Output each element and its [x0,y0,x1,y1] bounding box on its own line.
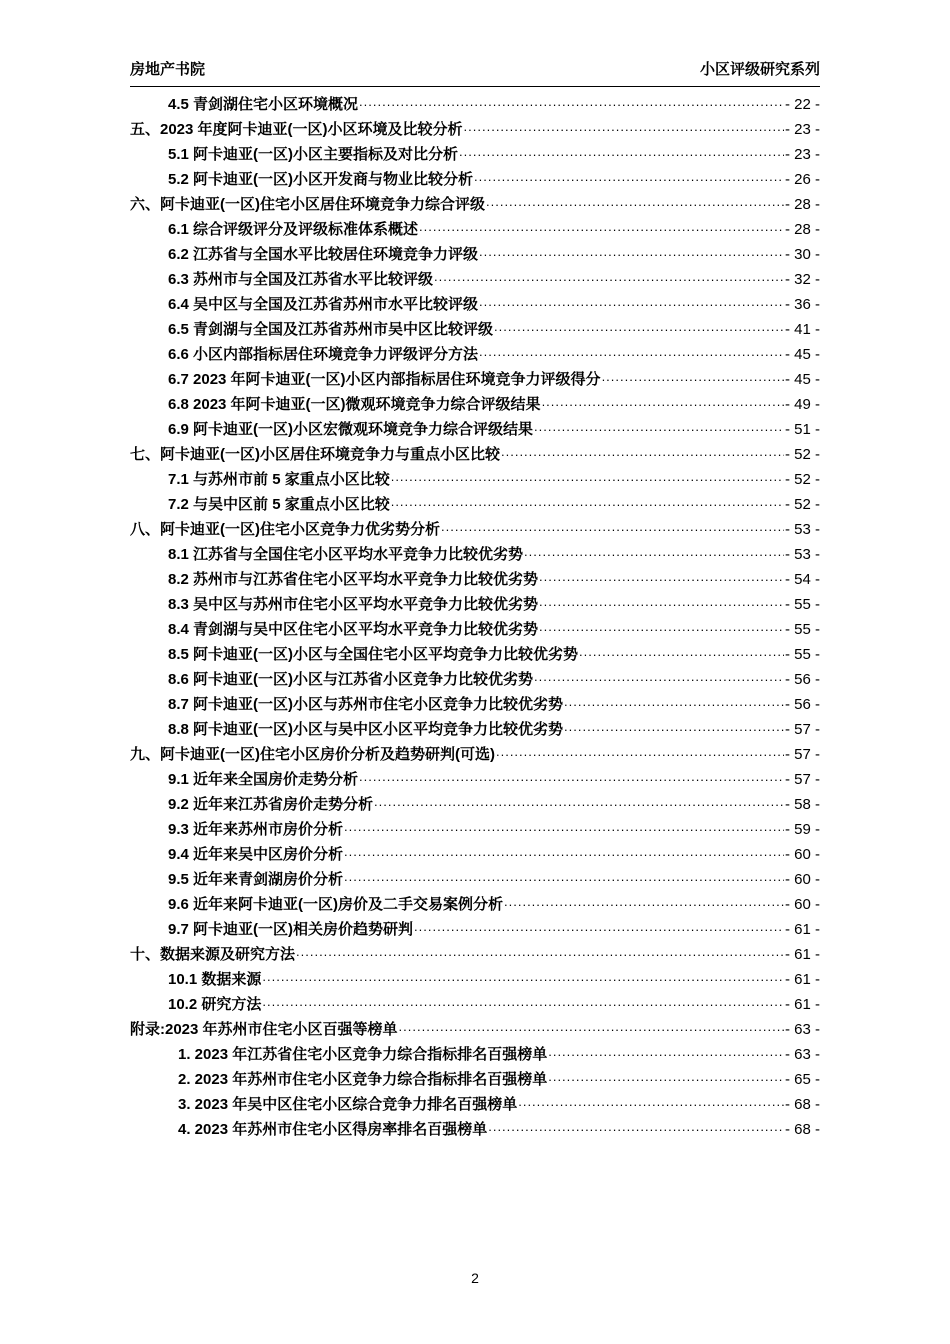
toc-entry-page: - 60 - [784,871,820,888]
toc-leader-dots [344,864,784,889]
toc-entry-label: 九、阿卡迪亚(一区)住宅小区房价分析及趋势研判(可选) [130,746,495,763]
toc-leader-dots [504,889,784,914]
toc-entry-label: 6.8 2023 年阿卡迪亚(一区)微观环境竞争力综合评级结果 [168,396,541,413]
toc-entry-page: - 51 - [784,421,820,438]
toc-leader-dots [494,314,784,339]
toc-entry-label: 6.6 小区内部指标居住环境竞争力评级评分方法 [168,346,479,363]
toc-entry-page: - 60 - [784,896,820,913]
toc-leader-dots [579,639,784,664]
toc-leader-dots [374,789,784,814]
toc-leader-dots [419,214,784,239]
toc-leader-dots [459,139,784,164]
toc-entry-page: - 52 - [784,496,820,513]
toc-entry-page: - 60 - [784,846,820,863]
toc-leader-dots [518,1089,784,1114]
toc-entry-label: 6.3 苏州市与全国及江苏省水平比较评级 [168,271,434,288]
toc-leader-dots [496,739,784,764]
toc-leader-dots [474,164,784,189]
toc-entry-label: 6.1 综合评级评分及评级标准体系概述 [168,221,419,238]
toc-entry-page: - 54 - [784,571,820,588]
toc-leader-dots [564,714,784,739]
toc-leader-dots [441,514,784,539]
toc-leader-dots [488,1114,784,1139]
toc-entry-label: 八、阿卡迪亚(一区)住宅小区竞争力优劣势分析 [130,521,440,538]
toc-entry-label: 5.2 阿卡迪亚(一区)小区开发商与物业比较分析 [168,171,474,188]
toc-entry-page: - 56 - [784,696,820,713]
toc-leader-dots [344,839,784,864]
toc-entry-page: - 61 - [784,946,820,963]
toc-entry-label: 4. 2023 年苏州市住宅小区得房率排名百强榜单 [178,1121,488,1138]
toc-entry-label: 3. 2023 年吴中区住宅小区综合竞争力排名百强榜单 [178,1096,518,1113]
toc-leader-dots [359,764,784,789]
toc-entry-page: - 41 - [784,321,820,338]
toc-leader-dots [548,1039,784,1064]
toc-leader-dots [344,814,784,839]
toc-leader-dots [564,689,784,714]
toc-entry-page: - 58 - [784,796,820,813]
toc-entry-page: - 61 - [784,921,820,938]
toc-entry-page: - 61 - [784,971,820,988]
toc-entry[interactable] [130,1117,820,1142]
toc-leader-dots [539,589,784,614]
toc-entry-label: 8.5 阿卡迪亚(一区)小区与全国住宅小区平均竞争力比较优劣势 [168,646,579,663]
header-left-text: 房地产书院 [130,61,206,78]
toc-leader-dots [501,439,784,464]
toc-leader-dots [359,89,784,114]
toc-entry-page: - 30 - [784,246,820,263]
toc-entry-page: - 32 - [784,271,820,288]
table-of-contents [130,92,820,1142]
toc-leader-dots [486,189,784,214]
toc-entry-label: 5.1 阿卡迪亚(一区)小区主要指标及对比分析 [168,146,459,163]
toc-entry-page: - 63 - [784,1046,820,1063]
toc-entry-page: - 52 - [784,471,820,488]
toc-entry-page: - 57 - [784,746,820,763]
toc-entry-label: 6.4 吴中区与全国及江苏省苏州市水平比较评级 [168,296,479,313]
toc-entry-label: 10.2 研究方法 [168,996,262,1013]
toc-entry-page: - 36 - [784,296,820,313]
toc-entry-label: 8.4 青剑湖与吴中区住宅小区平均水平竞争力比较优劣势 [168,621,539,638]
toc-entry-label: 9.2 近年来江苏省房价走势分析 [168,796,374,813]
toc-entry-page: - 56 - [784,671,820,688]
toc-entry-label: 7.1 与苏州市前 5 家重点小区比较 [168,471,390,488]
toc-entry-page: - 55 - [784,646,820,663]
toc-leader-dots [539,614,784,639]
toc-leader-dots [479,239,784,264]
toc-entry-label: 9.4 近年来吴中区房价分析 [168,846,344,863]
toc-entry-label: 六、阿卡迪亚(一区)住宅小区居住环境竞争力综合评级 [130,196,485,213]
toc-entry-page: - 45 - [784,371,820,388]
header-right-text: 小区评级研究系列 [699,61,820,78]
toc-leader-dots [414,914,784,939]
toc-leader-dots [391,489,784,514]
toc-leader-dots [399,1014,784,1039]
toc-entry-page: - 53 - [784,546,820,563]
toc-entry-page: - 61 - [784,996,820,1013]
toc-leader-dots [534,414,784,439]
toc-entry-label: 7.2 与吴中区前 5 家重点小区比较 [168,496,390,513]
toc-entry-label: 五、2023 年度阿卡迪亚(一区)小区环境及比较分析 [130,121,463,138]
toc-leader-dots [479,289,784,314]
toc-entry-label: 1. 2023 年江苏省住宅小区竞争力综合指标排名百强榜单 [178,1046,548,1063]
toc-entry-label: 十、数据来源及研究方法 [130,946,296,963]
toc-leader-dots [262,989,784,1014]
toc-entry-label: 2. 2023 年苏州市住宅小区竞争力综合指标排名百强榜单 [178,1071,548,1088]
toc-entry-page: - 63 - [784,1021,820,1038]
toc-entry-label: 8.8 阿卡迪亚(一区)小区与吴中区小区平均竞争力比较优劣势 [168,721,564,738]
toc-leader-dots [391,464,784,489]
header-divider [130,86,820,87]
toc-entry-label: 8.2 苏州市与江苏省住宅小区平均水平竞争力比较优劣势 [168,571,539,588]
toc-entry-label: 8.1 江苏省与全国住宅小区平均水平竞争力比较优劣势 [168,546,524,563]
toc-leader-dots [479,339,784,364]
toc-entry-page: - 53 - [784,521,820,538]
toc-leader-dots [602,364,784,389]
toc-entry-page: - 45 - [784,346,820,363]
toc-entry-page: - 55 - [784,596,820,613]
toc-entry-page: - 57 - [784,771,820,788]
toc-entry-page: - 68 - [784,1096,820,1113]
toc-entry-label: 9.3 近年来苏州市房价分析 [168,821,344,838]
toc-entry-page: - 23 - [784,146,820,163]
page-number: 2 [471,1270,479,1286]
page-footer [0,1270,950,1286]
toc-entry-page: - 49 - [784,396,820,413]
toc-entry-label: 9.6 近年来阿卡迪亚(一区)房价及二手交易案例分析 [168,896,504,913]
toc-leader-dots [434,264,784,289]
toc-entry-label: 8.7 阿卡迪亚(一区)小区与苏州市住宅小区竞争力比较优劣势 [168,696,564,713]
toc-entry-label: 9.1 近年来全国房价走势分析 [168,771,359,788]
toc-entry-label: 9.5 近年来青剑湖房价分析 [168,871,344,888]
toc-entry-page: - 28 - [784,221,820,238]
toc-entry-label: 8.6 阿卡迪亚(一区)小区与江苏省小区竞争力比较优劣势 [168,671,534,688]
toc-entry-page: - 55 - [784,621,820,638]
toc-leader-dots [524,539,784,564]
toc-entry-page: - 28 - [784,196,820,213]
toc-leader-dots [464,114,784,139]
toc-leader-dots [548,1064,784,1089]
toc-entry-label: 9.7 阿卡迪亚(一区)相关房价趋势研判 [168,921,414,938]
toc-entry-label: 6.2 江苏省与全国水平比较居住环境竞争力评级 [168,246,479,263]
toc-entry-page: - 57 - [784,721,820,738]
toc-leader-dots [539,564,784,589]
toc-entry-label: 10.1 数据来源 [168,971,262,988]
toc-entry-label: 6.7 2023 年阿卡迪亚(一区)小区内部指标居住环境竞争力评级得分 [168,371,601,388]
toc-entry-label: 4.5 青剑湖住宅小区环境概况 [168,96,359,113]
toc-entry-page: - 59 - [784,821,820,838]
page-header [130,58,820,85]
toc-entry-label: 6.9 阿卡迪亚(一区)小区宏微观环境竞争力综合评级结果 [168,421,534,438]
toc-entry-page: - 23 - [784,121,820,138]
toc-entry-label: 七、阿卡迪亚(一区)小区居住环境竞争力与重点小区比较 [130,446,500,463]
toc-entry-label: 6.5 青剑湖与全国及江苏省苏州市吴中区比较评级 [168,321,494,338]
toc-entry-page: - 22 - [784,96,820,113]
toc-leader-dots [534,664,784,689]
toc-leader-dots [542,389,784,414]
toc-entry-label: 8.3 吴中区与苏州市住宅小区平均水平竞争力比较优劣势 [168,596,539,613]
toc-entry-page: - 26 - [784,171,820,188]
toc-leader-dots [262,964,784,989]
toc-entry-page: - 68 - [784,1121,820,1138]
toc-entry-page: - 65 - [784,1071,820,1088]
toc-entry-label: 附录:2023 年苏州市住宅小区百强等榜单 [130,1021,398,1038]
toc-leader-dots [296,939,784,964]
toc-entry-page: - 52 - [784,446,820,463]
